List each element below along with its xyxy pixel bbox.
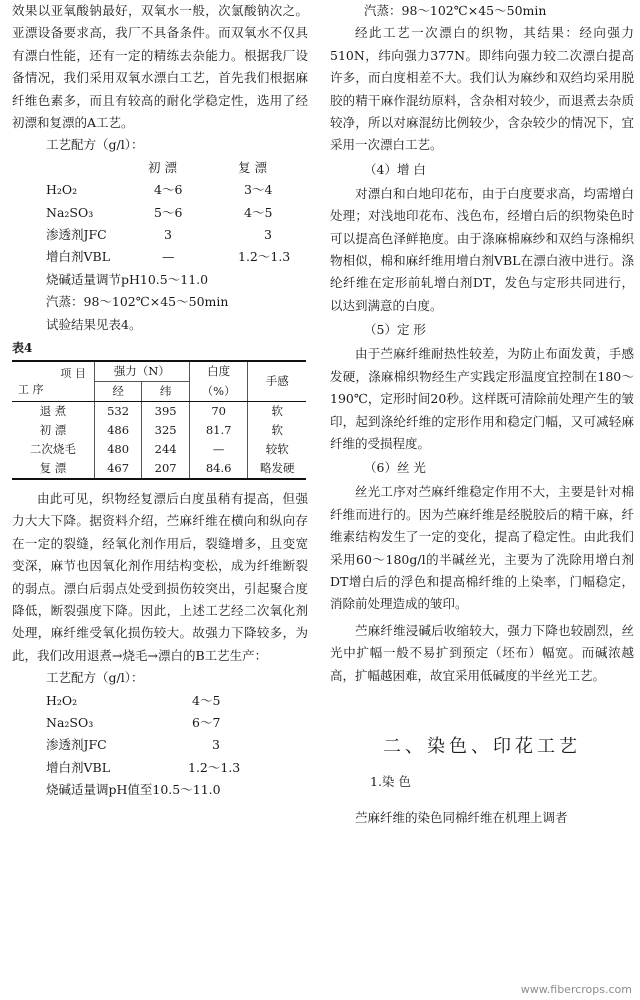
recipe-a-row (12, 224, 308, 246)
cell-hand-feel: 较软 (248, 440, 306, 459)
table-title: 表4 (12, 341, 33, 356)
cell-process: 初 漂 (39, 423, 67, 438)
cell-hand-feel: 略发硬 (248, 459, 306, 479)
recipe-a-ph: 烧碱适量调节pH10.5～11.0 (46, 271, 209, 287)
section-heading-setting: （5）定 形 (364, 322, 426, 338)
subsection-heading-dyeing: 1.染 色 (370, 773, 411, 789)
recipe-b-steam: 汽蒸：98～102℃×45～50min (364, 3, 547, 18)
recipe-b-ph: 烧碱适量调pH值至10.5～11.0 (46, 782, 221, 798)
chapter-heading: 二、染色、印花工艺 (383, 735, 581, 757)
recipe-a-result: 试验结果见表4。 (46, 316, 142, 332)
cell-whiteness: 70 (189, 402, 248, 422)
recipe-a-steam: 汽蒸：98～102℃×45～50min (46, 294, 229, 310)
recipe-a-col-re: 复 漂 (238, 159, 267, 175)
recipe-a-v1: 4～6 (154, 182, 183, 198)
recipe-b-value: 6～7 (192, 715, 221, 731)
recipe-a-row (12, 179, 308, 201)
table-head-whiteness: 白度 (189, 361, 248, 382)
paragraph-mercerizing-2: 苎麻纤维浸碱后收缩较大，强力下降也较剧烈，丝光中扩幅一般不易扩到预定（坯布）幅宽。而碱浓越高，扩幅越困难，故宜采用低碱度的半丝光工艺。 (330, 622, 634, 683)
recipe-a-v1: 5～6 (154, 204, 183, 220)
recipe-b-value: 1.2～1.3 (188, 759, 241, 775)
site-watermark: www.fibercrops.com (520, 983, 632, 996)
paragraph-bleaching-intro: 效果以亚氧酸钠最好，双氧水一般，次氯酸钠次之。亚漂设备要求高，我厂不具备条件。而双氧水不仅具有漂白性能，还有一定的精练去杂能力。根据我厂设备情况，我们采用双氧水漂白工艺，首先我们根据麻纤维色素多，而且有较高的耐化学稳定性，选用了经初漂和复漂的A工艺。 (12, 3, 308, 131)
cell-process: 二次烧毛 (29, 442, 76, 457)
cell-whiteness: — (189, 440, 248, 459)
results-table (12, 360, 306, 480)
cell-process: 复 漂 (39, 461, 67, 476)
recipe-a-row (12, 246, 308, 268)
recipe-b-value: 3 (212, 737, 220, 753)
cell-whiteness: 81.7 (189, 421, 248, 440)
recipe-a-chem: H₂O₂ (46, 182, 78, 198)
cell-hand-feel: 软 (248, 402, 306, 422)
table-row (12, 421, 306, 440)
cell-warp: 532 (94, 402, 142, 422)
recipe-a-v1: — (162, 249, 175, 265)
cell-weft: 244 (142, 440, 190, 459)
right-column (330, 0, 634, 829)
cell-weft: 325 (142, 421, 190, 440)
recipe-a-v2: 4～5 (244, 204, 273, 220)
table-row (12, 459, 306, 479)
recipe-b-row (12, 734, 308, 756)
recipe-a-v2: 1.2～1.3 (238, 249, 291, 265)
recipe-b-value: 4～5 (192, 692, 221, 708)
table-head-weft: 纬 (142, 382, 190, 402)
recipe-b-row (12, 757, 308, 779)
recipe-b-chem: Na₂SO₃ (46, 715, 94, 731)
cell-hand-feel: 软 (248, 421, 306, 440)
table-row (12, 402, 306, 422)
paragraph-setting: 由于苎麻纤维耐热性较差，为防止布面发黄，手感发硬，涤麻棉织物经生产实践定形温度宜控制在180～190℃，定形时间20秒。这样既可清除前处理产生的皱印，起到涤纶纤维的定形作用和稳定门幅，又可减轻麻纤维的受损程度。 (330, 346, 634, 451)
recipe-b-row (12, 690, 308, 712)
section-heading-mercerizing: （6）丝 光 (364, 460, 426, 476)
paragraph-one-step-bleach: 经此工艺一次漂白的织物，其结果：经向强力510N，纬向强力377N。即纬向强力较二次漂白提高许多，而白度相差不大。我们认为麻纱和双绉均采用脱胶的精干麻作混纺原料，含杂相对较少，而退煮去杂质较净，所以对麻混纺比例较少，含杂较少的情况下，宜采用一次漂白工艺。 (330, 25, 634, 153)
table-head-hand-feel: 手感 (248, 361, 306, 402)
left-column (12, 0, 308, 802)
paragraph-dyeing: 苎麻纤维的染色同棉纤维在机理上调者 (355, 809, 568, 825)
recipe-b-chem: 增白剂VBL (46, 759, 111, 775)
recipe-a-v1: 3 (164, 227, 172, 243)
table-head-strength: 强力（N） (94, 361, 189, 382)
table-head-warp: 经 (94, 382, 142, 402)
cell-weft: 207 (142, 459, 190, 479)
table-corner-header (12, 361, 94, 402)
recipe-b-row (12, 712, 308, 734)
paragraph-whitening: 对漂白和白地印花布，由于白度要求高，均需增白处理；对浅地印花布、浅色布，经增白后的织物染色时可以提高色泽鲜艳度。由于涤麻棉麻纱和双绉与涤棉织物相似，棉和麻纤维用增白剂VBL在漂白液中进行。涤纶纤维在定形前轧增白剂DT，发色与定形共同进行，以达到满意的白度。 (330, 185, 634, 313)
table-head-whiteness-unit: （%） (189, 382, 248, 402)
cell-process: 退 煮 (39, 404, 67, 419)
recipe-a-chem: 渗透剂JFC (46, 227, 107, 243)
paragraph-strength-analysis: 由此可见，织物经复漂后白度虽稍有提高，但强力大大下降。据资料介绍，苎麻纤维在横向和纵向存在一定的裂缝，经氧化剂作用后，裂缝增多，且变宽变深，麻节也因氧化剂作用结构变松，成为纤维断裂的弱点。漂白后弱点处受到损伤较突出，引起聚合度降低，断裂强度下降。因此，上述工艺经二次氧化剂处理，麻纤维受氧化损伤较大。故强力下降较多，为此，我们改用退煮→烧毛→漂白的B工艺生产： (12, 491, 308, 663)
recipe-a-chem: Na₂SO₃ (46, 204, 94, 220)
cell-warp: 486 (94, 421, 142, 440)
recipe-a-row (12, 202, 308, 224)
cell-warp: 480 (94, 440, 142, 459)
table-head-item: 项 目 (60, 366, 86, 380)
recipe-a-header (12, 157, 308, 179)
cell-whiteness: 84.6 (189, 459, 248, 479)
recipe-a-col-initial: 初 漂 (148, 159, 177, 175)
recipe-a-title: 工艺配方（g/l）： (46, 137, 144, 153)
recipe-a-v2: 3～4 (244, 182, 273, 198)
recipe-a-v2: 3 (264, 227, 272, 243)
cell-weft: 395 (142, 402, 190, 422)
section-heading-whitening: （4）增 白 (364, 161, 426, 177)
paragraph-mercerizing: 丝光工序对苎麻纤维稳定作用不大，主要是针对棉纤维而进行的。因为苎麻纤维是经脱胶后的精干麻，纤维素结构发生了一定的变化，提高了稳定性。由此我们采用60～180g/l的半碱丝光，主要为了洗除用增白剂DT增白后的浮色和提高棉纤维的上染率，门幅稳定，消除前处理造成的皱印。 (330, 484, 634, 612)
cell-warp: 467 (94, 459, 142, 479)
table-row (12, 440, 306, 459)
recipe-b-title: 工艺配方（g/l）： (46, 670, 144, 686)
table-head-process: 工 序 (18, 382, 44, 396)
recipe-a-chem: 增白剂VBL (46, 249, 111, 265)
recipe-b-chem: H₂O₂ (46, 692, 78, 708)
recipe-b-chem: 渗透剂JFC (46, 737, 107, 753)
